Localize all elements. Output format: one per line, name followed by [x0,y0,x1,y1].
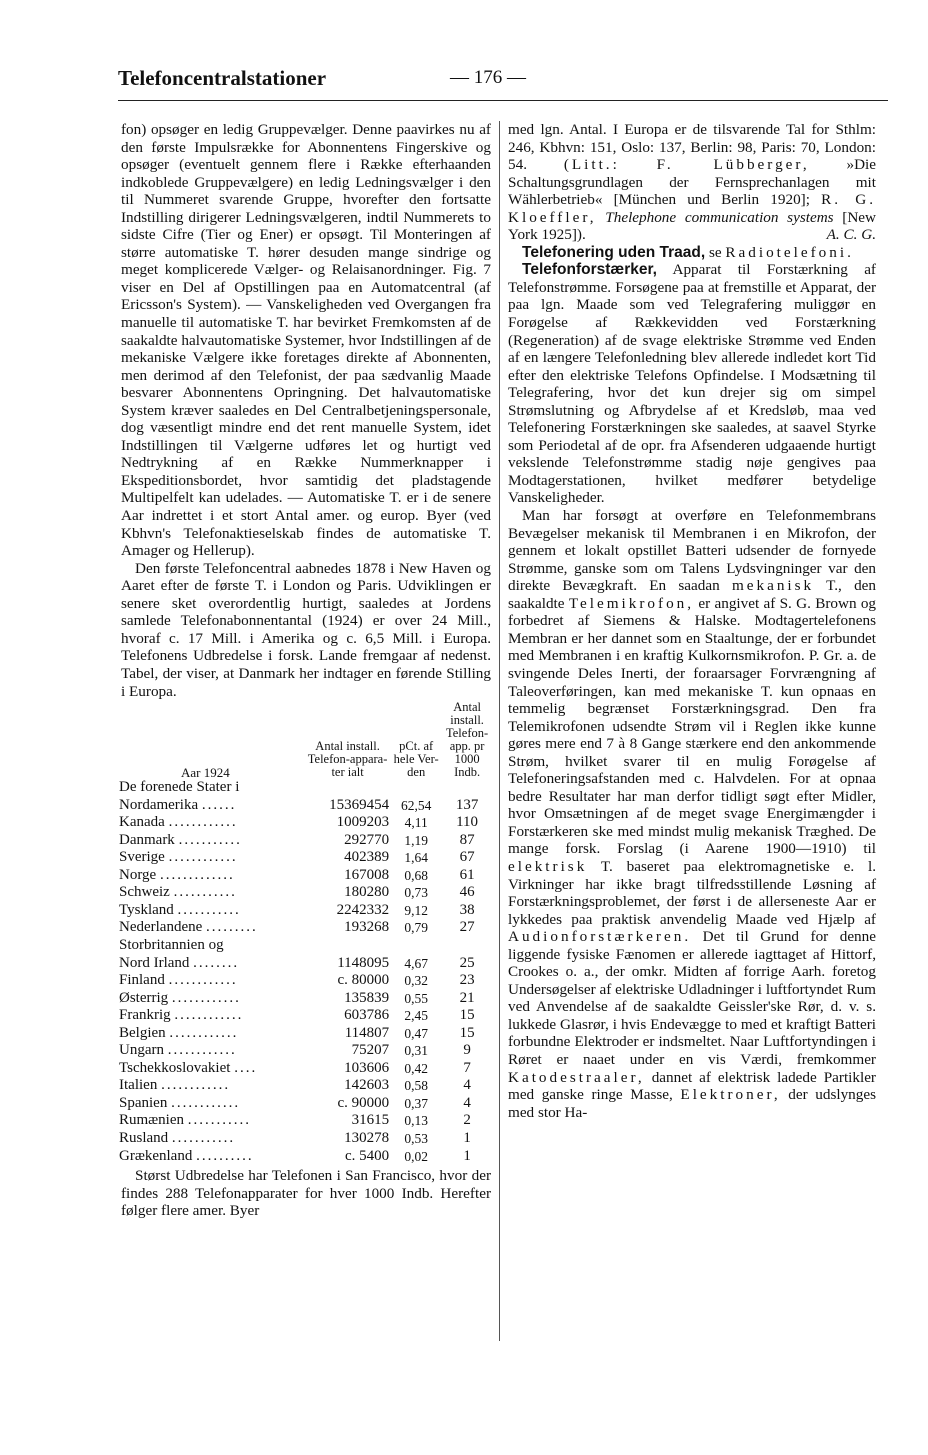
pct-cell: 0,79 [404,920,428,936]
text-run: se [708,243,722,261]
country-name: Italien [119,1077,158,1094]
count-cell: 130278 [344,1129,390,1146]
country-cell [119,972,306,990]
per1000-cell: 4 [463,1094,471,1111]
country-name: Frankrig [119,1007,171,1024]
table-row [119,1077,491,1095]
country-name: Tyskland [119,901,174,918]
pct-cell: 4,11 [404,815,428,831]
leader-dots: ............ [167,1042,237,1059]
table-row [119,902,491,920]
per1000-cell: 1 [463,1147,471,1164]
country-cell [119,1130,306,1148]
leader-dots: .......... [196,1147,254,1164]
table-row [119,867,491,885]
leader-dots: ...... [201,796,237,813]
country-cell [119,867,306,885]
count-cell: 193268 [344,919,390,936]
pct-cell: 2,45 [404,1008,428,1024]
table-row [119,955,491,973]
country-name: Tschekkoslovakiet [119,1059,231,1076]
pct-cell: 0,55 [404,990,428,1006]
pct-cell: 1,19 [404,832,428,848]
count-cell: 135839 [344,989,390,1006]
country-name: Nederlandene [119,919,203,936]
spaced-term: elektrisk [508,857,588,875]
country-cell [119,955,306,973]
country-cell [119,884,306,902]
group-label: Storbritannien og [119,936,224,953]
leader-dots: ............ [161,1077,231,1094]
text-run: T. baseret paa elektromagnetiske e. l. Virkninger har ikke bragt tilfredsstillende Løsning af Forstærkningsproblemet, der først i de allerseneste Aar er lykkedes paa praktisk anvendelig Maade ved Hjælp af [508,857,876,928]
country-cell [119,849,306,867]
country-cell [119,1025,306,1043]
country-name: Rusland [119,1129,169,1146]
leader-dots: ......... [206,919,258,936]
header-antal: Antal install. Telefon-appara-ter ialt [307,739,388,780]
country-cell [119,902,306,920]
per1000-cell: 4 [463,1077,471,1094]
header-rule [118,100,888,101]
column-divider [499,121,500,1341]
table-group-row [119,779,491,797]
per1000-cell: 15 [459,1007,475,1024]
pct-cell: 0,68 [404,867,428,883]
leader-dots: ........... [171,1129,236,1146]
country-name: Nord Irland [119,954,190,971]
table-row [119,972,491,990]
count-cell: 142603 [344,1077,390,1094]
leader-dots: ............ [171,1094,241,1111]
signature: A. C. G. [826,226,876,244]
table-row [119,832,491,850]
pct-cell: 0,53 [404,1130,428,1146]
litt-work-title: Thelephone communication systems [605,208,834,226]
country-name: Kanada [119,814,165,831]
country-cell [119,1112,306,1130]
country-cell [119,832,306,850]
right-paragraph-1 [508,121,876,244]
leader-dots: .... [234,1059,258,1076]
count-cell: 1148095 [337,954,390,971]
country-name: Østerrig [119,989,169,1006]
leader-dots: ............ [168,814,238,831]
per1000-cell: 110 [456,814,479,831]
pct-cell: 62,54 [400,797,432,813]
table-group-row [119,937,491,955]
table-row [119,1060,491,1078]
group-label: De forenede Stater i [119,779,240,796]
count-cell: 31615 [351,1112,390,1129]
spaced-term: Telemikrofon, [568,594,695,612]
pct-cell: 0,02 [404,1148,428,1164]
count-cell: 114807 [344,1024,390,1041]
count-cell: 603786 [344,1007,390,1024]
header-per1000: Antal install. Telefon-app. pr 1000 Indb. [446,700,489,780]
right-paragraph-3 [508,507,876,1121]
leader-dots: ............ [168,972,238,989]
table-row [119,1007,491,1025]
per1000-cell: 21 [459,989,475,1006]
country-name: Ungarn [119,1042,164,1059]
entry-telefonforstaerker [508,261,876,507]
left-column [121,121,491,1220]
leader-dots: ............. [159,866,235,883]
count-cell: c. 80000 [337,972,390,989]
count-cell: 15369454 [329,796,390,813]
country-name: Schweiz [119,884,170,901]
entry-telefonering-uden-traad [508,244,876,262]
table-row [119,884,491,902]
country-cell [119,1042,306,1060]
spaced-term: Katodestraaler, [508,1068,645,1086]
litt-author: F. Lübberger, [656,156,810,174]
count-cell: 292770 [344,831,390,848]
headword: Telefonering uden Traad, [522,243,706,261]
pct-cell: 0,58 [404,1078,428,1094]
per1000-cell: 9 [463,1042,471,1059]
country-name: Sverige [119,849,165,866]
litt-author: R. G. Kloeffler, [508,191,876,226]
per1000-cell: 137 [455,796,479,813]
pct-cell: 0,32 [404,973,428,989]
pct-cell: 1,64 [404,850,428,866]
count-cell: 2242332 [336,901,390,918]
text-run: T., den saakaldte [508,577,877,612]
table-header-row [119,701,491,779]
table-row [119,1130,491,1148]
country-cell [119,1077,306,1095]
pct-cell: 0,13 [404,1113,428,1129]
pct-cell: 0,31 [404,1043,428,1059]
count-cell: 167008 [344,866,390,883]
country-cell [119,1148,306,1166]
table-row [119,1042,491,1060]
text-run: med lgn. Antal. I Europa er de tilsvarende Tal for Sthlm: 246, Kbhvn: 151, Oslo: 137, Berlin: 98, Paris: 70, London: 54. [508,121,876,174]
text-run: [New York 1925]). [508,208,877,244]
count-cell: 180280 [344,884,390,901]
table-row [119,1112,491,1130]
per1000-cell: 2 [463,1112,471,1129]
text-run: Det til Grund for denne liggende fysiske Fænomen er allerede iagttaget af Hittorf, Crookes o. a., der omkr. Midten af forrige Aarh. foretog Undersøgelser af elektriske Udladninger i luftfortyndet Rum ved Anvendelse af de saakaldte Geissler'ske Rør, d. v. s. lukkede Glasrør, i hvis Endevægge to med et kraftigt Batteri forbundne Elektroder er indsmeltet. Naar Luftfortyndingen i Røret er naaet under en vis Værdi, fremkommer [508,928,876,1068]
per1000-cell: 23 [459,972,475,989]
table-row [119,919,491,937]
leader-dots: ........... [187,1112,252,1129]
per1000-cell: 87 [459,831,475,848]
header-year: Aar 1924 [181,765,230,781]
count-cell: 402389 [344,849,390,866]
count-cell: 1009203 [336,814,390,831]
leader-dots: ........ [193,954,240,971]
per1000-cell: 61 [459,866,475,883]
table-row [119,849,491,867]
text-run: er angivet af S. G. Brown og forbedret af Siemens & Halske. Modtagertelefonens Membran er her dannet som en Staaltunge, der er forbundet med Membranen i en kraftig Kulkornsmikrofon. P. Gr. a. de svingende Deles Inerti, der foraarsager Forvrængning af Taleoverføringen, kan med mekaniske T. kun opnaas en temmelig begrænset Forstærkningsgrad. Den fra Telemikrofonen udsendte Strøm vil i Reglen ikke kunne gøres mere end 7 à 8 Gange stærkere end den ankommende Strøm, hvilket svarer til en mulig Forøgelse af Telefoneringsafstanden med c. Halvdelen. For at opnaa bedre Resultater har man derfor tidligt søgt efter Midler, hvor Omsætningen af de meget svage Energimængder i Forstærkeren ske med mindst mulig mekanisk Træghed. De mange forsk. Forslag (i Aarene 1900—1910) til [508,594,877,858]
pct-cell: 9,12 [404,902,428,918]
pct-cell: 0,73 [404,885,428,901]
left-paragraph-2: Den første Telefoncentral aabnedes 1878 i New Haven og Aaret efter de første T. i London og Paris. Udviklingen er senere sket overordentlig hurtigt, saaledes at Jordens samlede Telefonabonnentantal (1924) er over 24 Mill., hvoraf c. 17 Mill. i Amerika og c. 6,5 Mill. i Europa. Telefonens Udbredelse i forsk. Lande fremgaar af nedenst. Tabel, der viser, at Danmark her indtager en førende Stilling i Europa. [121,559,491,700]
country-name: Rumænien [119,1112,185,1129]
text-run: dannet af elektrisk ladede Partikler med ganske ringe Masse, [508,1068,876,1104]
leader-dots: ........... [177,901,241,918]
country-cell [119,919,306,937]
cross-reference: Radiotelefoni. [725,243,854,261]
right-column [508,121,876,1121]
text-run: Man har forsøgt at overføre en Telefonmembrans Bevægelser mekanisk til Membranen i en Mikrofon, der gennem et lokalt opstillet Batteri udsender de fornyede Strømme, ganske som om Talens Lydsvingninger var den direkte Bevægkraft. En saadan [508,507,876,595]
text-run: Apparat til Forstærkning af Telefonstrømme. Forsøgene paa at fremstille et Apparat, der paa lgn. Maade som ved Telegrafering muliggør en Forøgelse af Rækkevidden ved Forstærkning (Regeneration) af de svage elektriske Strømme ved Enden af en længere Telefonledning blev allerede indledet kort Tid efter den elektriske Telefons Opfindelse. I Modsætning til Telegrafering, hvor det kun drejer sig om simpel Strømslutning og Afbrydelse af et Kredsløb, maa ved Telefonering Forstærkningen ske saaledes, at saavel Styrke som Periodetal af de opr. fra Afsenderen udgaaende hurtigt vekslende Telefonstrømme stadig nøje gengives paa Modtagerstationen, hvilket medfører betydelige Vanskeligheder. [508,261,876,507]
leader-dots: ............ [174,1007,244,1024]
country-name: Nordamerika [119,796,199,813]
per1000-cell: 1 [463,1129,471,1146]
table-row [119,1025,491,1043]
pct-cell: 0,37 [404,1095,428,1111]
per1000-cell: 25 [459,954,475,971]
leader-dots: ........... [178,831,242,848]
spaced-term: Audionforstærkeren. [508,928,692,946]
page-number: — 176 — [450,67,526,88]
spaced-term: mekanisk [731,577,815,595]
count-cell: 75207 [351,1042,390,1059]
leader-dots: ............ [171,989,241,1006]
page-header [118,66,888,94]
header-pct: pCt. af hele Ver-den [393,739,439,780]
pct-cell: 4,67 [404,955,428,971]
count-cell: c. 90000 [337,1094,390,1111]
count-cell: c. 5400 [344,1147,390,1164]
country-name: Belgien [119,1024,166,1041]
country-cell [119,814,306,832]
pct-cell: 0,42 [404,1060,428,1076]
spaced-term: Elektroner, [680,1086,781,1104]
country-name: Spanien [119,1094,168,1111]
table-row [119,990,491,1008]
table-row [119,1148,491,1166]
country-cell [119,1095,306,1113]
per1000-cell: 7 [463,1059,471,1076]
per1000-cell: 46 [459,884,475,901]
litt-label: (Litt.: [563,156,620,174]
per1000-cell: 15 [459,1024,475,1041]
leader-dots: ............ [168,849,238,866]
left-paragraph-3: Størst Udbredelse har Telefonen i San Francisco, hvor der findes 288 Telefonapparater for hver 1000 Indb. Herefter følger flere amer. Byer [121,1167,491,1220]
country-name: Norge [119,866,157,883]
running-title: Telefoncentralstationer [118,66,327,90]
pct-cell: 0,47 [404,1025,428,1041]
leader-dots: ........... [173,884,237,901]
headword: Telefonforstærker, [522,261,657,279]
per1000-cell: 67 [459,849,475,866]
country-cell [119,1007,306,1025]
country-name: Grækenland [119,1147,193,1164]
litt-work: »Die Schaltungsgrundlagen der Fernsprechanlagen mit Wählerbetrieb« [München und Berlin 1920]; [508,156,877,209]
country-cell [119,797,306,815]
leader-dots: ............ [169,1024,239,1041]
per1000-cell: 27 [459,919,475,936]
country-cell [119,1060,306,1078]
table-row [119,1095,491,1113]
country-name: Finland [119,972,165,989]
text-run: der udslynges med stor Ha- [508,1086,877,1121]
country-name: Danmark [119,831,175,848]
per1000-cell: 38 [459,901,475,918]
count-cell: 103606 [344,1059,390,1076]
left-paragraph-1: fon) opsøger en ledig Gruppevælger. Denne paavirkes nu af den første Impulsrække for Abonnentens Fingerskive og opsøger (eventuelt gennem flere i Række efterhaanden indkoblede Gruppevælgere) en ledig Ledningsvælger i den til Nummeret svarende Gruppe, hvorefter den fortsatte Indstilling dirigerer Ledningsvælgeren, indtil Nummerets to sidste Cifre (Tier og Ener) er opsøgt. Til Monteringen af større automatiske T. hører desuden mange sindrige og meget komplicerede Vælger- og Relaisanordninger. Fig. 7 viser en Del af Opstillingen paa en Automatcentral (af Ericsson's System). — Vanskeligheden ved Overgangen fra manuelle til automatiske T. har bevirket Fremkomsten af de saakaldte halvautomatiske Systemer, hvor Indstillingen af de mekaniske Vælgere ikke foretages direkte af Abonnenten, men derimod af den Telefonist, der paa sædvanlig Maade besvarer Abonnentens Opringning. Det halvautomatiske System kræver saaledes en Del Centralbetjeningspersonale, dog væsentligt mindre end det rent manuelle System, idet Indstillingen til Vælgerne udføres let og hurtigt ved Nedtrykning af en Række Nummerknapper i Ekspeditionsbordet, hvor samtidig det pladstagende Multipelfelt kan udelades. — Automatiske T. er i de senere Aar indrettet i et stort Antal amer. og europ. Byer (ved Kbhvn's Telefonaktieselskab findes de automatiske T. Amager og Hellerup). [121,121,491,560]
telephone-statistics-table [119,701,491,1165]
table-row [119,814,491,832]
table-row [119,797,491,815]
country-cell [119,990,306,1008]
